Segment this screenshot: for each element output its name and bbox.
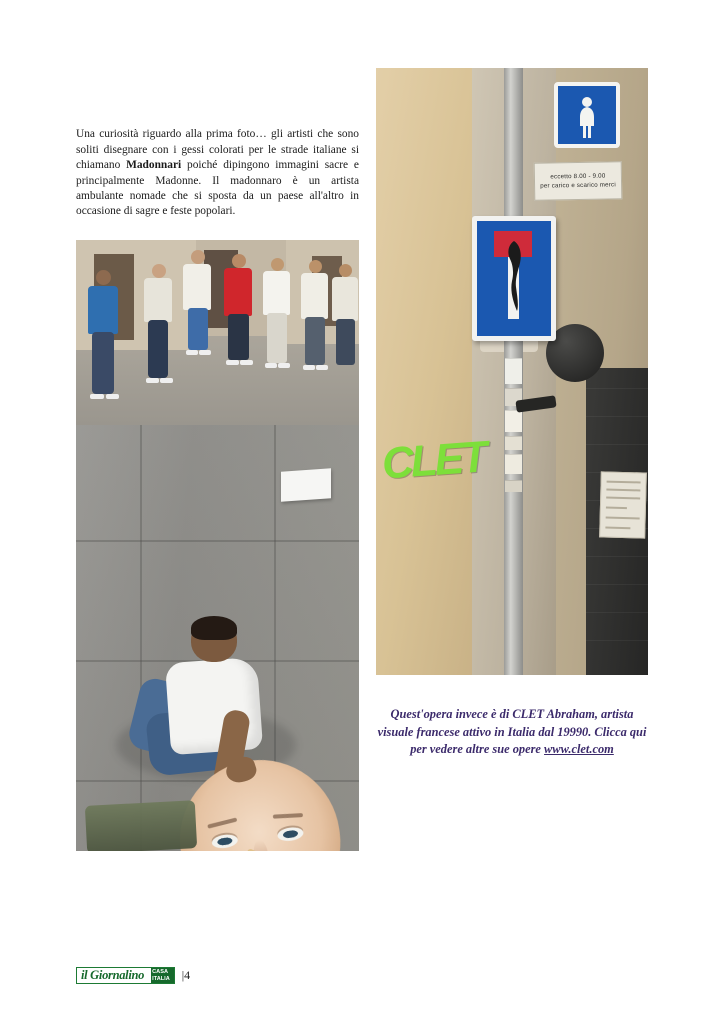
pedestrian xyxy=(84,270,122,420)
photo-clet-street-sign xyxy=(376,68,648,675)
pedestrian xyxy=(142,264,176,414)
pedestrian xyxy=(182,250,214,400)
sign-pedestrian-zone xyxy=(554,82,620,148)
pavement-line xyxy=(76,540,359,542)
wall-poster xyxy=(599,471,647,538)
caption-link[interactable]: www.clet.com xyxy=(544,742,614,756)
caption-text: Quest'opera invece è di CLET Abraham, artista visuale francese attivo in Italia dal 19990. Clicca qui per vedere altre sue opere xyxy=(377,707,647,756)
clet-figure-sticker xyxy=(501,239,527,315)
photo-chalk-artist xyxy=(76,240,359,851)
logo-badge-line-2: ITALIA xyxy=(152,976,170,982)
ground-mat xyxy=(85,800,197,851)
pedestrian xyxy=(300,260,332,410)
graffiti-tag: CLET xyxy=(380,432,487,489)
page-number: |4 xyxy=(181,968,191,982)
plate-line-2: per carico e scarico merci xyxy=(540,181,616,190)
plate-line-1: eccetto 8.00 - 9.00 xyxy=(550,172,606,181)
wall-ochre xyxy=(376,68,472,675)
page-footer xyxy=(76,967,190,984)
artist-hair xyxy=(191,616,237,640)
photo-caption xyxy=(376,706,648,759)
pedestrian-icon xyxy=(572,96,602,140)
intro-text-bold-term: Madonnari xyxy=(126,159,182,172)
pedestrian xyxy=(262,258,294,408)
intro-text-after-bold: poiché dipingono immagini sacre e principalmente Madonne. Il madonnaro è un artista ambulante nomade che si sposta da un paese all'altro in occasione di sagre e feste popolari. xyxy=(76,159,359,218)
artist-white-shirt xyxy=(165,657,263,755)
logo-badge xyxy=(149,968,174,983)
pedestrian xyxy=(332,264,359,414)
sign-supplementary-plate xyxy=(534,161,623,201)
prop-white-box xyxy=(281,468,331,501)
crowd-background xyxy=(76,240,359,425)
sign-dead-end xyxy=(472,216,556,341)
pedestrian xyxy=(222,254,256,404)
magazine-logo xyxy=(76,967,175,984)
logo-badge-line-1: CASA xyxy=(152,969,168,975)
logo-wordmark: il Giornalino xyxy=(81,968,145,982)
intro-text-before-bold: Una curiosità riguardo alla prima foto… gli artisti che sono soliti disegnare con i gessi colorati per le strade italiane si chiamano xyxy=(76,128,359,172)
logo-flag-bar xyxy=(149,968,151,983)
sign-pole xyxy=(504,68,523,675)
intro-paragraph xyxy=(76,127,359,219)
